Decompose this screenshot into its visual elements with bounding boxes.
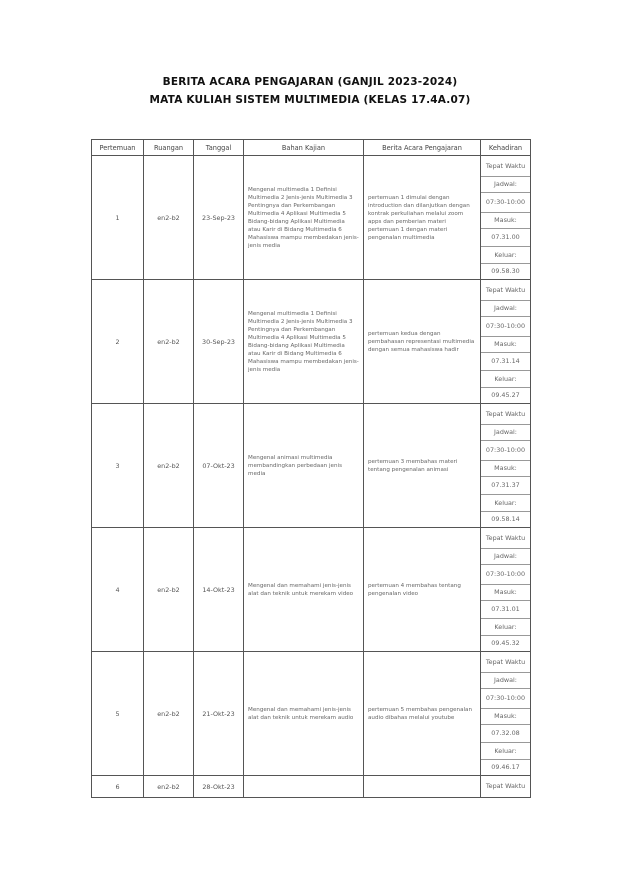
- table-row: [92, 528, 531, 652]
- jadwal-label: Jadwal:: [481, 673, 530, 689]
- header-pertemuan: Pertemuan: [92, 140, 144, 156]
- cell-berita-acara: pertemuan kedua dengan pembahasan representasi multimedia dengan semua mahasiswa hadir: [364, 280, 481, 404]
- cell-tanggal: 21-Okt-23: [194, 652, 244, 776]
- cell-kehadiran: [481, 156, 531, 280]
- tepat-waktu-status: Tepat Waktu: [481, 528, 530, 549]
- masuk-label: Masuk:: [481, 709, 530, 725]
- masuk-value: 07.31.00: [481, 229, 530, 247]
- cell-berita-acara: pertemuan 1 dimulai dengan introduction dan dilanjutkan dengan kontrak perkuliahan melalui zoom apps dan pemberian materi pertemuan 1 dengan materi pengenalan multimedia: [364, 156, 481, 280]
- cell-bahan-kajian: Mengenal multimedia 1 Definisi Multimedia 2 Jenis-jenis Multimedia 3 Pentingnya dan Perkembangan Multimedia 4 Aplikasi Multimedia 5 Bidang-bidang Aplikasi Multimedia atau Karir di Bidang Multimedia 6 Mahasiswa mampu membedakan jenis-jenis media: [244, 280, 364, 404]
- cell-tanggal: 30-Sep-23: [194, 280, 244, 404]
- jadwal-value: 07:30-10:00: [481, 441, 530, 461]
- header-bahan-kajian: Bahan Kajian: [244, 140, 364, 156]
- cell-pertemuan: 4: [92, 528, 144, 652]
- jadwal-value: 07:30-10:00: [481, 689, 530, 709]
- table-row: [92, 404, 531, 528]
- tepat-waktu-status: Tepat Waktu: [481, 280, 530, 301]
- cell-kehadiran: [481, 652, 531, 776]
- masuk-value: 07.31.14: [481, 353, 530, 371]
- cell-ruangan: en2-b2: [144, 156, 194, 280]
- cell-tanggal: 23-Sep-23: [194, 156, 244, 280]
- cell-pertemuan: 5: [92, 652, 144, 776]
- keluar-label: Keluar:: [481, 371, 530, 388]
- masuk-label: Masuk:: [481, 337, 530, 353]
- jadwal-value: 07:30-10:00: [481, 565, 530, 585]
- jadwal-value: 07:30-10:00: [481, 193, 530, 213]
- table-header-row: [92, 140, 531, 156]
- masuk-value: 07.32.08: [481, 725, 530, 743]
- keluar-value: 09.45.27: [491, 391, 520, 400]
- table-row: [92, 156, 531, 280]
- header-tanggal: Tanggal: [194, 140, 244, 156]
- attendance-table: [91, 139, 531, 798]
- masuk-value: 07.31.01: [481, 601, 530, 619]
- cell-ruangan: en2-b2: [144, 776, 194, 798]
- tepat-waktu-status: Tepat Waktu: [481, 404, 530, 425]
- keluar-label: Keluar:: [481, 743, 530, 760]
- cell-pertemuan: 6: [92, 776, 144, 798]
- table-row: [92, 652, 531, 776]
- cell-ruangan: en2-b2: [144, 280, 194, 404]
- cell-berita-acara: pertemuan 5 membahas pengenalan audio dibahas melalui youtube: [364, 652, 481, 776]
- masuk-label: Masuk:: [481, 213, 530, 229]
- keluar-value: 09.45.32: [491, 639, 520, 648]
- tepat-waktu-status: Tepat Waktu: [481, 652, 530, 673]
- cell-tanggal: 28-Okt-23: [194, 776, 244, 798]
- cell-ruangan: en2-b2: [144, 528, 194, 652]
- document-subtitle: MATA KULIAH SISTEM MULTIMEDIA (KELAS 17.4A.07): [149, 94, 471, 106]
- keluar-value: 09.58.14: [491, 515, 520, 524]
- jadwal-value: 07:30-10:00: [481, 317, 530, 337]
- masuk-label: Masuk:: [481, 585, 530, 601]
- cell-berita-acara: pertemuan 4 membahas tentang pengenalan video: [364, 528, 481, 652]
- cell-bahan-kajian: Mengenal dan memahami jenis-jenis alat dan teknik untuk merekam video: [244, 528, 364, 652]
- table-row: [92, 280, 531, 404]
- cell-tanggal: 14-Okt-23: [194, 528, 244, 652]
- header-ruangan: Ruangan: [144, 140, 194, 156]
- header-kehadiran: Kehadiran: [481, 140, 531, 156]
- tepat-waktu-status: Tepat Waktu: [481, 156, 530, 177]
- cell-ruangan: en2-b2: [144, 404, 194, 528]
- cell-bahan-kajian: [244, 776, 364, 798]
- cell-bahan-kajian: Mengenal dan memahami jenis-jenis alat dan teknik untuk merekam audio: [244, 652, 364, 776]
- cell-berita-acara: [364, 776, 481, 798]
- table-row: [92, 776, 531, 798]
- cell-kehadiran: [481, 280, 531, 404]
- cell-bahan-kajian: Mengenal animasi multimedia membandingkan perbedaan jenis media: [244, 404, 364, 528]
- cell-kehadiran: [481, 404, 531, 528]
- keluar-label: Keluar:: [481, 495, 530, 512]
- jadwal-label: Jadwal:: [481, 425, 530, 441]
- keluar-label: Keluar:: [481, 247, 530, 264]
- jadwal-label: Jadwal:: [481, 549, 530, 565]
- document-title: BERITA ACARA PENGAJARAN (GANJIL 2023-2024): [162, 76, 458, 88]
- jadwal-label: Jadwal:: [481, 301, 530, 317]
- keluar-value: 09.58.30: [491, 267, 520, 276]
- cell-pertemuan: 3: [92, 404, 144, 528]
- masuk-label: Masuk:: [481, 461, 530, 477]
- keluar-label: Keluar:: [481, 619, 530, 636]
- cell-tanggal: 07-Okt-23: [194, 404, 244, 528]
- jadwal-label: Jadwal:: [481, 177, 530, 193]
- cell-kehadiran: [481, 528, 531, 652]
- cell-pertemuan: 2: [92, 280, 144, 404]
- cell-ruangan: en2-b2: [144, 652, 194, 776]
- cell-bahan-kajian: Mengenal multimedia 1 Definisi Multimedia 2 Jenis-jenis Multimedia 3 Pentingnya dan Perkembangan Multimedia 4 Aplikasi Multimedia 5 Bidang-bidang Aplikasi Multimedia atau Karir di Bidang Multimedia 6 Mahasiswa mampu membedakan jenis-jenis media: [244, 156, 364, 280]
- cell-pertemuan: 1: [92, 156, 144, 280]
- cell-berita-acara: pertemuan 3 membahas materi tentang pengenalan animasi: [364, 404, 481, 528]
- cell-kehadiran: [481, 776, 531, 798]
- keluar-value: 09.46.17: [491, 763, 520, 772]
- masuk-value: 07.31.37: [481, 477, 530, 495]
- tepat-waktu-status: Tepat Waktu: [485, 781, 526, 790]
- header-berita-acara: Berita Acara Pengajaran: [364, 140, 481, 156]
